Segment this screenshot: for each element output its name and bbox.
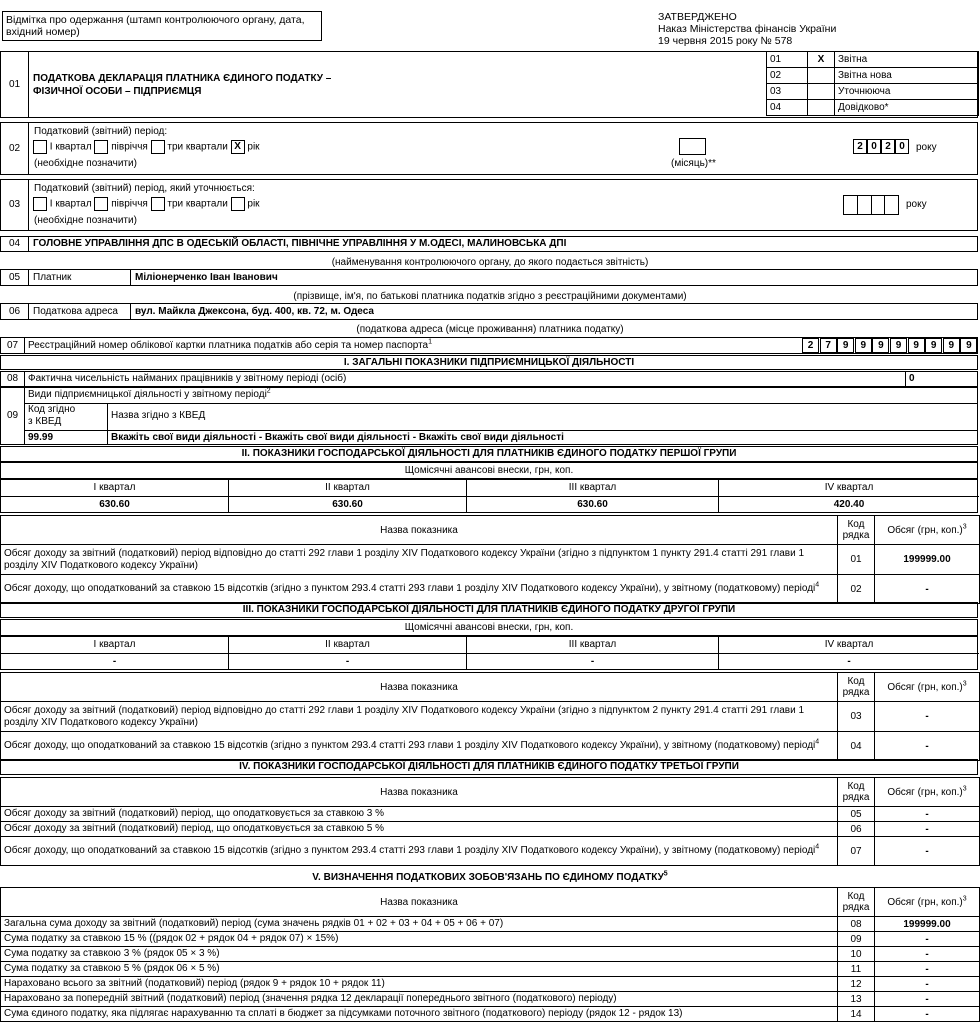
q1-label: І квартал <box>49 141 92 153</box>
indicator-name-text: Обсяг доходу, що оподаткований за ставкою 15 відсотків (згідно з пунктом 293.4 статті 293 глави 1 розділу XIV Податкового кодексу України), у звітному (податковому) періоді <box>4 583 816 594</box>
indicator-code-header <box>838 673 875 702</box>
period-hint: (необхідне позначити) <box>34 158 137 169</box>
indicator-value[interactable]: - <box>875 807 980 822</box>
indicator-name <box>1 702 838 732</box>
indicator-value[interactable]: - <box>875 947 980 962</box>
row-07 <box>0 337 978 354</box>
registration-digit[interactable]: 9 <box>925 338 942 353</box>
declaration-title <box>33 72 331 117</box>
indicator-name <box>1 575 838 604</box>
indicator-code: 12 <box>838 977 875 992</box>
indicator-name <box>1 807 838 822</box>
indicator-value[interactable]: - <box>875 992 980 1007</box>
quarters-grid <box>0 636 978 670</box>
report-type-mark[interactable] <box>808 68 835 84</box>
year-label: рік <box>247 141 260 153</box>
indicator-value[interactable]: - <box>875 732 980 761</box>
indicator-value[interactable]: - <box>875 702 980 732</box>
indicator-code: 06 <box>838 822 875 837</box>
checkbox-year[interactable]: X <box>231 140 245 154</box>
quarter-value: - <box>590 656 595 667</box>
kved-code-header-l2: з КВЕД <box>28 416 62 427</box>
report-type-label: Звітна нова <box>835 68 979 84</box>
period-label: Податковий (звітний) період: <box>34 126 168 137</box>
row-08-num: 08 <box>1 372 25 386</box>
quarter-value: 420.40 <box>833 499 865 510</box>
quarter-label: IV квартал <box>719 480 979 497</box>
clarified-period-label: Податковий (звітний) період, який уточнюється: <box>34 183 255 194</box>
report-type-code: 04 <box>767 100 808 116</box>
indicator-code: 09 <box>838 932 875 947</box>
report-type-code: 01 <box>767 52 808 68</box>
checkbox-three-quarters[interactable] <box>151 140 165 154</box>
indicator-name <box>1 822 838 837</box>
tax-address: вул. Майкла Джексона, буд. 400, кв. 72, м. Одеса <box>135 306 374 317</box>
indicator-code: 08 <box>838 917 875 932</box>
indicator-name-text: Сума податку за ставкою 3 % (рядок 05 × 3 %) <box>4 948 220 959</box>
clarified-period-options <box>33 197 260 211</box>
kved-code-header <box>28 404 75 428</box>
year-digit[interactable]: 2 <box>881 139 895 154</box>
checkbox-year-clarified[interactable] <box>231 197 245 211</box>
row-04 <box>0 236 978 252</box>
indicator-value[interactable]: - <box>875 1007 980 1022</box>
quarter-label: ІІІ квартал <box>467 637 718 654</box>
indicator-code-header-l1: Код <box>847 781 865 792</box>
quarter-label: ІІ квартал <box>229 637 466 654</box>
registration-digit[interactable]: 9 <box>837 338 854 353</box>
quarter-cell <box>229 637 467 669</box>
indicator-code-header <box>838 888 875 917</box>
registration-digit[interactable]: 9 <box>943 338 960 353</box>
indicator-name-text: Обсяг доходу за звітний (податковий) період відповідно до статті 292 глави 1 розділу XIV Податкового кодексу України (згідно з підпунктом 1 пункту 291.4 статті 291 глави 1 розділу XIV Податкового кодексу України) <box>4 547 805 571</box>
indicator-code-header-l2: рядка <box>842 687 870 698</box>
quarters-grid <box>0 479 978 513</box>
indicator-row <box>1 702 980 732</box>
report-type-table <box>766 51 979 116</box>
report-type-mark[interactable] <box>808 100 835 116</box>
indicator-name-header: Назва показника <box>1 673 838 702</box>
quarter-cell <box>719 480 979 512</box>
indicator-value[interactable]: 199999.00 <box>875 545 980 575</box>
declaration-title-line1: ПОДАТКОВА ДЕКЛАРАЦІЯ ПЛАТНИКА ЄДИНОГО ПОДАТКУ – <box>33 73 332 84</box>
indicator-volume-header <box>875 888 980 917</box>
indicator-code: 04 <box>838 732 875 761</box>
quarter-value: 630.60 <box>577 499 608 510</box>
registration-label-sup: 1 <box>428 338 433 346</box>
clarified-period-hint: (необхідне позначити) <box>34 215 137 226</box>
indicator-name <box>1 977 838 992</box>
row-03 <box>0 179 978 231</box>
indicator-code: 11 <box>838 962 875 977</box>
indicator-value[interactable]: 199999.00 <box>875 917 980 932</box>
quarter-label: ІІ квартал <box>229 480 466 497</box>
indicator-row <box>1 917 980 932</box>
indicator-name <box>1 917 838 932</box>
checkbox-three-quarters-clarified[interactable] <box>151 197 165 211</box>
row-09-num: 09 <box>1 388 25 444</box>
half-year-label: півріччя <box>111 141 148 153</box>
row-06 <box>0 303 978 320</box>
three-quarters-label: три квартали <box>167 141 228 153</box>
indicator-code-header-l2: рядка <box>842 792 870 803</box>
section-1-title: I. ЗАГАЛЬНІ ПОКАЗНИКИ ПІДПРИЄМНИЦЬКОЇ ДІЯЛЬНОСТІ <box>0 355 978 370</box>
indicator-row <box>1 807 980 822</box>
kved-name-header: Назва згідно з КВЕД <box>111 410 206 421</box>
indicator-volume-header-sup: 3 <box>962 785 967 793</box>
indicator-name-text: Нараховано всього за звітний (податковий) період (рядок 9 + рядок 10 + рядок 11) <box>4 978 385 989</box>
section-2-title: II. ПОКАЗНИКИ ГОСПОДАРСЬКОЇ ДІЯЛЬНОСТІ ДЛЯ ПЛАТНИКІВ ЄДИНОГО ПОДАТКУ ПЕРШОЇ ГРУПИ <box>0 446 978 462</box>
indicator-name-sup: 4 <box>815 738 820 746</box>
half-year-clarified-label: півріччя <box>111 198 148 210</box>
row-07-num: 07 <box>1 338 25 353</box>
year-digit[interactable]: 0 <box>867 139 881 154</box>
indicator-header-row <box>1 888 980 917</box>
q1-clarified-label: І квартал <box>49 198 92 210</box>
indicator-name <box>1 1007 838 1022</box>
report-type-label: Уточнююча <box>835 84 979 100</box>
indicator-code: 05 <box>838 807 875 822</box>
indicator-volume-header-text: Обсяг (грн, коп.) <box>887 896 963 908</box>
quarter-label: ІІІ квартал <box>467 480 718 497</box>
quarter-value: 630.60 <box>99 499 130 510</box>
indicator-header-row <box>1 778 980 807</box>
kved-name: Вкажіть свої види діяльності - Вкажіть свої види діяльності - Вкажіть свої види діяльності <box>111 432 564 443</box>
indicator-volume-header-sup: 3 <box>962 895 967 903</box>
indicator-name <box>1 837 838 866</box>
indicator-name-header: Назва показника <box>1 888 838 917</box>
indicator-volume-header-text: Обсяг (грн, коп.) <box>887 681 963 693</box>
payer-caption: (прізвище, ім'я, по батькові платника податків згідно з реєстраційними документами) <box>293 291 687 302</box>
indicator-value[interactable]: - <box>875 822 980 837</box>
indicator-code: 14 <box>838 1007 875 1022</box>
indicator-code: 03 <box>838 702 875 732</box>
row-05 <box>0 269 978 286</box>
indicator-volume-header <box>875 673 980 702</box>
indicator-name-text: Сума єдиного податку, яка підлягає нарахуванню та сплаті в бюджет за підсумками поточного звітного (податкового) періоду (рядок 12 - рядок 13) <box>4 1008 683 1019</box>
indicator-header-row <box>1 516 980 545</box>
payer-name: Міліонерченко Іван Іванович <box>135 272 278 283</box>
indicator-value[interactable]: - <box>875 977 980 992</box>
registration-digit[interactable]: 9 <box>890 338 907 353</box>
indicator-table <box>0 887 980 1022</box>
period-options <box>33 140 260 154</box>
row-05-num: 05 <box>1 270 29 285</box>
indicator-code: 01 <box>838 545 875 575</box>
registration-label <box>28 338 432 353</box>
indicator-row <box>1 837 980 866</box>
indicator-code-header-l1: Код <box>847 519 865 530</box>
indicator-row <box>1 977 980 992</box>
payer-label: Платник <box>33 270 131 285</box>
quarter-cell <box>1 480 229 512</box>
indicator-row <box>1 947 980 962</box>
indicator-value[interactable]: - <box>875 575 980 604</box>
indicator-header-row <box>1 673 980 702</box>
indicator-code-header <box>838 778 875 807</box>
indicator-table <box>0 777 980 866</box>
section-3-title: III. ПОКАЗНИКИ ГОСПОДАРСЬКОЇ ДІЯЛЬНОСТІ ДЛЯ ПЛАТНИКІВ ЄДИНОГО ПОДАТКУ ДРУГОЇ ГРУПИ <box>0 602 978 618</box>
indicator-name-text: Обсяг доходу, що оподаткований за ставкою 15 відсотків (згідно з пунктом 293.4 статті 293 глави 1 розділу XIV Податкового кодексу України), у звітному (податковому) періоді <box>4 740 816 751</box>
indicator-code: 07 <box>838 837 875 866</box>
indicator-name-sup: 4 <box>815 581 820 589</box>
row-04-num: 04 <box>1 237 29 251</box>
section-5-title-text: V. ВИЗНАЧЕННЯ ПОДАТКОВИХ ЗОБОВ'ЯЗАНЬ ПО ЄДИНОМУ ПОДАТКУ <box>312 872 664 883</box>
approval-date: 19 червня 2015 року № 578 <box>658 35 793 47</box>
registration-digit[interactable]: 9 <box>960 338 977 353</box>
section-5-title <box>0 871 980 885</box>
report-type-mark[interactable] <box>808 84 835 100</box>
quarter-value: 630.60 <box>332 499 363 510</box>
quarter-label: І квартал <box>1 637 228 654</box>
checkbox-half-year-clarified[interactable] <box>94 197 108 211</box>
quarter-cell <box>719 637 979 669</box>
indicator-name-text: Сума податку за ставкою 5 % (рядок 06 × 5 %) <box>4 963 220 974</box>
address-label: Податкова адреса <box>33 304 131 319</box>
month-box[interactable] <box>679 138 706 155</box>
indicator-code-header-l2: рядка <box>842 530 870 541</box>
row-01-num: 01 <box>1 52 29 117</box>
indicator-value[interactable]: - <box>875 932 980 947</box>
indicator-name-sup: 4 <box>815 843 820 851</box>
quarter-cell <box>467 637 719 669</box>
indicator-row <box>1 1007 980 1022</box>
indicator-table <box>0 515 980 604</box>
registration-digit[interactable]: 2 <box>802 338 819 353</box>
quarter-label: IV квартал <box>719 637 979 654</box>
indicator-name-text: Загальна сума доходу за звітний (податковий) період (сума значень рядків 01 + 02 + 03 + 04 + 05 + 06 + 07) <box>4 918 504 929</box>
quarter-cell <box>1 637 229 669</box>
indicator-code-header <box>838 516 875 545</box>
row-02 <box>0 122 978 175</box>
three-quarters-clarified-label: три квартали <box>167 198 228 210</box>
row-09 <box>0 387 978 445</box>
indicator-value[interactable]: - <box>875 962 980 977</box>
indicator-row <box>1 545 980 575</box>
indicator-table <box>0 672 980 761</box>
indicator-name <box>1 732 838 761</box>
indicator-name-text: Обсяг доходу за звітний (податковий) період, що оподатковується за ставкою 5 % <box>4 823 385 834</box>
quarter-value: - <box>345 656 350 667</box>
indicator-code: 13 <box>838 992 875 1007</box>
kved-code-header-l1: Код згідно <box>28 404 76 415</box>
registration-digit[interactable]: 9 <box>872 338 889 353</box>
quarter-label: І квартал <box>1 480 228 497</box>
indicator-code-header-l1: Код <box>847 891 865 902</box>
stamp-box-text: Відмітка про одержання (штамп контролюючого органу, дата, вхідний номер) <box>6 14 305 38</box>
report-type-row <box>767 68 979 84</box>
checkbox-q1[interactable] <box>33 140 47 154</box>
indicator-name <box>1 947 838 962</box>
checkbox-half-year[interactable] <box>94 140 108 154</box>
indicator-name-text: Обсяг доходу, що оподаткований за ставкою 15 відсотків (згідно з пунктом 293.4 статті 293 глави 1 розділу XIV Податкового кодексу України), у звітному (податковому) періоді <box>4 845 816 856</box>
quarter-cell <box>467 480 719 512</box>
indicator-row <box>1 822 980 837</box>
registration-digit[interactable]: 9 <box>908 338 925 353</box>
activity-types-sup: 2 <box>266 387 271 395</box>
indicator-name-header: Назва показника <box>1 778 838 807</box>
checkbox-q1-clarified[interactable] <box>33 197 47 211</box>
quarter-value: - <box>847 656 851 667</box>
clarified-year-suffix: року <box>906 199 927 210</box>
year-digit[interactable]: 0 <box>895 139 909 154</box>
indicator-volume-header-text: Обсяг (грн, коп.) <box>887 786 963 798</box>
year-digit[interactable]: 2 <box>853 139 867 154</box>
approval-block <box>658 11 836 47</box>
row-02-num: 02 <box>1 123 29 174</box>
address-caption: (податкова адреса (місце проживання) платника податку) <box>356 324 624 335</box>
indicator-value[interactable]: - <box>875 837 980 866</box>
activity-types-label <box>28 389 271 400</box>
indicator-name <box>1 962 838 977</box>
tax-authority-name: ГОЛОВНЕ УПРАВЛІННЯ ДПС В ОДЕСЬКІЙ ОБЛАСТІ, ПІВНІЧНЕ УПРАВЛІННЯ У М.ОДЕСІ, МАЛИНОВСЬКА ДПІ <box>33 238 567 249</box>
report-type-row <box>767 84 979 100</box>
report-type-label: Звітна <box>835 52 979 68</box>
indicator-name-text: Нараховано за попередній звітний (податковий) період (значення рядка 12 декларації попереднього звітного (податкового) періоду) <box>4 993 617 1004</box>
indicator-name <box>1 545 838 575</box>
indicator-name-text: Обсяг доходу за звітний (податковий) період, що оподатковується за ставкою 3 % <box>4 808 385 819</box>
report-type-mark[interactable]: X <box>808 52 835 68</box>
indicator-code-header-l1: Код <box>847 676 865 687</box>
indicator-volume-header-sup: 3 <box>962 680 967 688</box>
indicator-name <box>1 932 838 947</box>
section-4-title: IV. ПОКАЗНИКИ ГОСПОДАРСЬКОЇ ДІЯЛЬНОСТІ ДЛЯ ПЛАТНИКІВ ЄДИНОГО ПОДАТКУ ТРЕТЬОЇ ГРУПИ <box>0 759 978 775</box>
section-5-title-sup: 5 <box>663 870 668 878</box>
employees-value: 0 <box>909 373 915 384</box>
indicator-volume-header-sup: 3 <box>962 523 967 531</box>
month-label: (місяць)** <box>671 158 716 169</box>
indicator-row <box>1 575 980 604</box>
row-06-num: 06 <box>1 304 29 319</box>
year-clarified-label: рік <box>247 198 260 210</box>
registration-digit[interactable]: 7 <box>820 338 837 353</box>
report-type-code: 02 <box>767 68 808 84</box>
stamp-box <box>2 11 322 41</box>
indicator-code-header-l2: рядка <box>842 902 870 913</box>
approval-title: ЗАТВЕРДЖЕНО <box>658 11 737 23</box>
kved-code: 99.99 <box>28 432 54 443</box>
indicator-name <box>1 992 838 1007</box>
indicator-volume-header <box>875 516 980 545</box>
report-type-row <box>767 52 979 68</box>
indicator-code: 02 <box>838 575 875 604</box>
row-01 <box>0 51 978 118</box>
report-type-row <box>767 100 979 116</box>
report-type-label: Довідково* <box>835 100 979 116</box>
indicator-name-header: Назва показника <box>1 516 838 545</box>
row-03-num: 03 <box>1 180 29 230</box>
indicator-row <box>1 992 980 1007</box>
indicator-volume-header <box>875 778 980 807</box>
clarified-year-box[interactable] <box>843 195 899 215</box>
declaration-title-line2: ФІЗИЧНОЇ ОСОБИ – ПІДПРИЄМЦЯ <box>33 86 202 97</box>
activity-types-text: Види підприємницької діяльності у звітному періоді <box>28 389 267 400</box>
quarter-value: - <box>112 656 117 667</box>
section-2-advance: Щомісячні авансові внески, грн, коп. <box>0 462 978 479</box>
report-type-code: 03 <box>767 84 808 100</box>
indicator-name-text: Обсяг доходу за звітний (податковий) період відповідно до статті 292 глави 1 розділу XIV Податкового кодексу України (згідно з підпунктом 2 пункту 291.4 статті 291 глави 1 розділу XIV Податкового кодексу України) <box>4 704 805 728</box>
row-08 <box>0 371 978 387</box>
employees-label: Фактична чисельність найманих працівників у звітному періоді (осіб) <box>28 372 906 386</box>
year-suffix: року <box>916 142 937 153</box>
indicator-code: 10 <box>838 947 875 962</box>
registration-digit[interactable]: 9 <box>855 338 872 353</box>
indicator-volume-header-text: Обсяг (грн, коп.) <box>887 524 963 536</box>
registration-label-text: Реєстраційний номер облікової картки платника податків або серія та номер паспорта <box>28 340 429 351</box>
indicator-row <box>1 932 980 947</box>
indicator-row <box>1 962 980 977</box>
indicator-row <box>1 732 980 761</box>
tax-authority-caption: (найменування контролюючого органу, до якого подається звітність) <box>331 257 649 268</box>
indicator-name-text: Сума податку за ставкою 15 % ((рядок 02 + рядок 04 + рядок 07) × 15%) <box>4 933 339 944</box>
quarter-cell <box>229 480 467 512</box>
approval-order: Наказ Міністерства фінансів України <box>658 23 837 35</box>
section-3-advance: Щомісячні авансові внески, грн, коп. <box>0 619 978 636</box>
